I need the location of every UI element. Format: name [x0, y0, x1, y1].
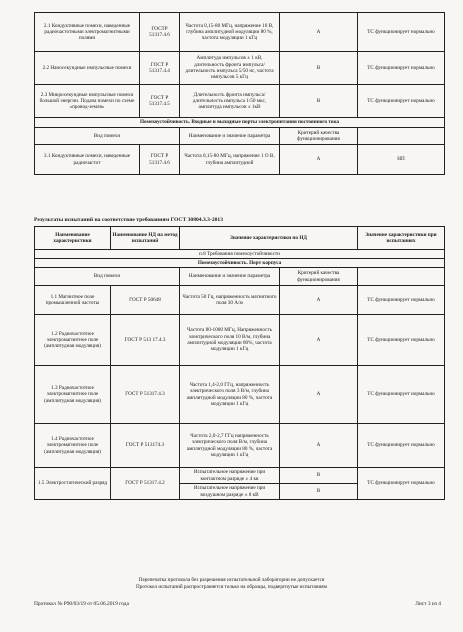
cell-result: ТС функционирует нормально [358, 52, 445, 85]
cell-value: Частота 0,15-80 МГц, напряжение 10 В, глубина амплитудной модуляции 80 %, частота модуляции 1 кГц [180, 13, 280, 52]
table-row [35, 366, 445, 424]
header-kind: Вид помехи [35, 268, 180, 286]
table-row [35, 85, 445, 118]
cell-method: ГОСТ Р 51317.4.5 [140, 85, 180, 118]
table-row [35, 145, 445, 175]
cell-criterion: В [280, 468, 358, 484]
sub-header-row [35, 128, 445, 145]
header-name: Наименование характеристики [35, 227, 111, 250]
cell-method: ГОСТ Р 513174.3 [111, 424, 180, 468]
cell-result: ТС функционирует нормально [358, 468, 445, 500]
sub-header-row [35, 268, 445, 286]
table-row [35, 315, 445, 366]
footer-note-2: Протокол испытаний распространяется только на образцы, подвергнутые испытаниям [136, 584, 327, 590]
cell-result: НП [358, 145, 445, 175]
table-row [35, 52, 445, 85]
cell-criterion: А [280, 366, 358, 424]
page-number: Лист 3 из 4 [415, 601, 441, 607]
cell-criterion: В [280, 85, 358, 118]
footer-note-1: Перепечатка протокола без разрешения испытательной лаборатории не допускается [138, 577, 325, 583]
header-value: Значение характеристики по НД [180, 227, 358, 250]
cell-criterion: А [280, 424, 358, 468]
cell-name: 2.2 Наносекундные импульсные помехи [35, 52, 140, 85]
cell-name: 1.3 Радиочастотное электромагнитное поле (амплитудная модуляция) [35, 366, 111, 424]
header-kind: Вид помехи [35, 128, 180, 145]
table-row [35, 286, 445, 315]
header-value: Наименование и значение параметра [180, 128, 280, 145]
cell-result: ТС функционирует нормально [358, 366, 445, 424]
header-result: Значение характеристики при испытаниях [358, 227, 445, 250]
cell-value: Частота 80-1000 МГц, Напряженность электрического поля 10 В/м, глубина амплитудной модуляции 80%, частота модуляции 1 кГц [180, 315, 280, 366]
cell-value: Частота 2,0-2,7 ГГц напряженность электрического поля В/м, глубина амплитудной модуляции 80 %, частота модуляции 1 кГц [180, 424, 280, 468]
cell-result: ТС функционирует нормально [358, 424, 445, 468]
cell-name: 1.5 Электростатический разряд [35, 468, 111, 500]
header-method: Наименование НД на метод испытаний [111, 227, 180, 250]
header-criterion: Критерий качества функционирования [280, 268, 358, 286]
bottom-results-table [34, 226, 445, 500]
section-header: Помехоустойчивость. Входные и выходные порты электропитания постоянного тока [35, 118, 445, 128]
top-results-table [34, 12, 445, 175]
cell-criterion: А [280, 13, 358, 52]
header-empty [358, 128, 445, 145]
cell-method: ГОСТР 51317.4.6 [140, 13, 180, 52]
cell-criterion: В [280, 484, 358, 500]
cell-criterion: А [280, 315, 358, 366]
header-row [35, 227, 445, 250]
cell-method: ГОСТ Р 51317.4.6 [140, 145, 180, 175]
cell-method: ГОСТ Р 51317.4.4 [140, 52, 180, 85]
cell-value: Частота 50 Гц, напряженность магнитного поля 30 А/м [180, 286, 280, 315]
cell-criterion: А [280, 286, 358, 315]
cell-name: 1.1 Магнитное поле промышленной частоты [35, 286, 111, 315]
cell-criterion: В [280, 52, 358, 85]
cell-criterion: А [280, 145, 358, 175]
section-title: Результаты испытаний на соответствие требованиям ГОСТ 30804.3.3-2013 [34, 217, 224, 223]
cell-name: 2.1 Кондуктивные помехи, наведенные радиочастотными электромагнитными полями [35, 13, 140, 52]
cell-name: 3.1 Кондуктивные помехи, наведенные радиочастот [35, 145, 140, 175]
cell-result: ТС функционирует нормально [358, 13, 445, 52]
cell-result: ТС функционирует нормально [358, 85, 445, 118]
table-row [35, 468, 445, 484]
header-empty [358, 268, 445, 286]
cell-name: 2.3 Микросекундные импульсные помехи большой энергии. Подача помехи по схеме «провод-земля» [35, 85, 140, 118]
cell-name: 1.4 Радиочастотное электромагнитное поле (амплитудная модуляция) [35, 424, 111, 468]
cell-result: ТС функционирует нормально [358, 315, 445, 366]
cell-method: ГОСТ Р 513 17.4.3 [111, 315, 180, 366]
cell-value: Частота 0,15-80 МГц, напряжение 1 О В, глубина амплитудной [180, 145, 280, 175]
cell-value: Длительность фронта импульса/длительность импульса 1/50 мкс, амплитуда импульсов ± 1кВ [180, 85, 280, 118]
cell-method: ГОСТ Р 51317.4.2 [111, 468, 180, 500]
table-row [35, 13, 445, 52]
cell-result: ТС функционирует нормально [358, 286, 445, 315]
cell-value: Испытательное напряжение при контактном разряде ± 4 кв [180, 468, 280, 484]
table-row [35, 424, 445, 468]
section-header: Помехоустойчивость. Порт корпуса [35, 259, 445, 268]
header-criterion: Критерий качества функционирования [280, 128, 358, 145]
subsection-row [35, 250, 445, 259]
subsection-label: п.8 Требования помехоустойчивости [35, 250, 445, 259]
cell-method: ГОСТ Р 50648 [111, 286, 180, 315]
cell-value: Частота 1,4-2,0 ГГц, напряженность электрического поля 3 В/м, глубина амплитудной модуляции 80 %, частота модуляции 1 кГц [180, 366, 280, 424]
cell-value: Амплитуда импульсов ± 1 кВ, длительность фронта импульса/длительность импульса 5/50 нс, частота импульсов 5 кГц [180, 52, 280, 85]
header-value: Наименование и значение параметра [180, 268, 280, 286]
cell-value: Испытательное напряжение при воздушном разряде ± 8 кВ [180, 484, 280, 500]
section-header-row [35, 118, 445, 128]
cell-method: ГОСТ Р 51317.4.3 [111, 366, 180, 424]
protocol-number: Протокол № Р90/03/19 от 05.06.2019 года [34, 601, 129, 607]
section-header-row [35, 259, 445, 268]
cell-name: 1.2 Радиочастотное электромагнитное поле (амплитудная модуляция) [35, 315, 111, 366]
